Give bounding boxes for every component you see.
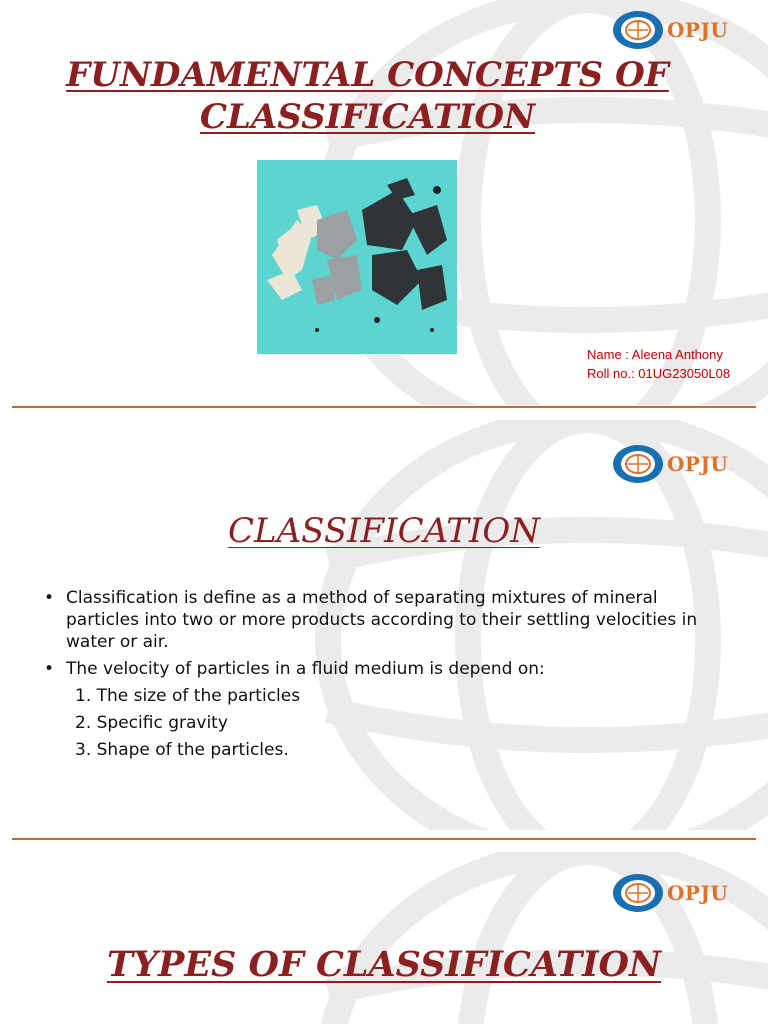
slide-3: [0, 852, 768, 1024]
slide-title: TYPES OF CLASSIFICATION: [106, 944, 661, 985]
bullet-icon: •: [44, 659, 55, 679]
opju-logo: [612, 444, 728, 484]
opju-logo: [612, 10, 728, 50]
logo-wordmark: OPJU: [667, 881, 729, 905]
numbered-list: [75, 685, 704, 761]
bullet-item: [44, 587, 704, 653]
slide-divider-1: [12, 406, 756, 408]
university-seal-icon: [612, 10, 664, 50]
university-seal-icon: [612, 873, 664, 913]
slide-divider-2: [12, 838, 756, 840]
presentation-title: [0, 54, 735, 138]
bullet-item: [44, 658, 704, 680]
roll-number: Roll no.: 01UG23050L08: [587, 366, 731, 381]
bullet-text: The velocity of particles in a fluid medium is depend on:: [66, 659, 545, 679]
content-list: [44, 587, 704, 766]
title-line-2: CLASSIFICATION: [199, 97, 536, 137]
list-item: 3. Shape of the particles.: [75, 740, 289, 760]
title-line-1: FUNDAMENTAL CONCEPTS OF: [66, 55, 669, 95]
mineral-particles-photo: [257, 160, 457, 354]
bullet-text: Classification is define as a method of separating mixtures of mineral particles into two or more products according to their settling velocities in water or air.: [66, 588, 698, 652]
list-item: 2. Specific gravity: [75, 713, 228, 733]
list-item: 1. The size of the particles: [75, 686, 301, 706]
author-name: Name : Aleena Anthony: [587, 347, 723, 362]
university-seal-icon: [612, 444, 664, 484]
logo-wordmark: OPJU: [667, 18, 729, 42]
author-info: [587, 345, 730, 383]
slide-title: CLASSIFICATION: [227, 511, 541, 551]
opju-logo: [612, 873, 728, 913]
logo-wordmark: OPJU: [667, 452, 729, 476]
bullet-icon: •: [44, 588, 55, 608]
slide-1: [0, 0, 768, 405]
